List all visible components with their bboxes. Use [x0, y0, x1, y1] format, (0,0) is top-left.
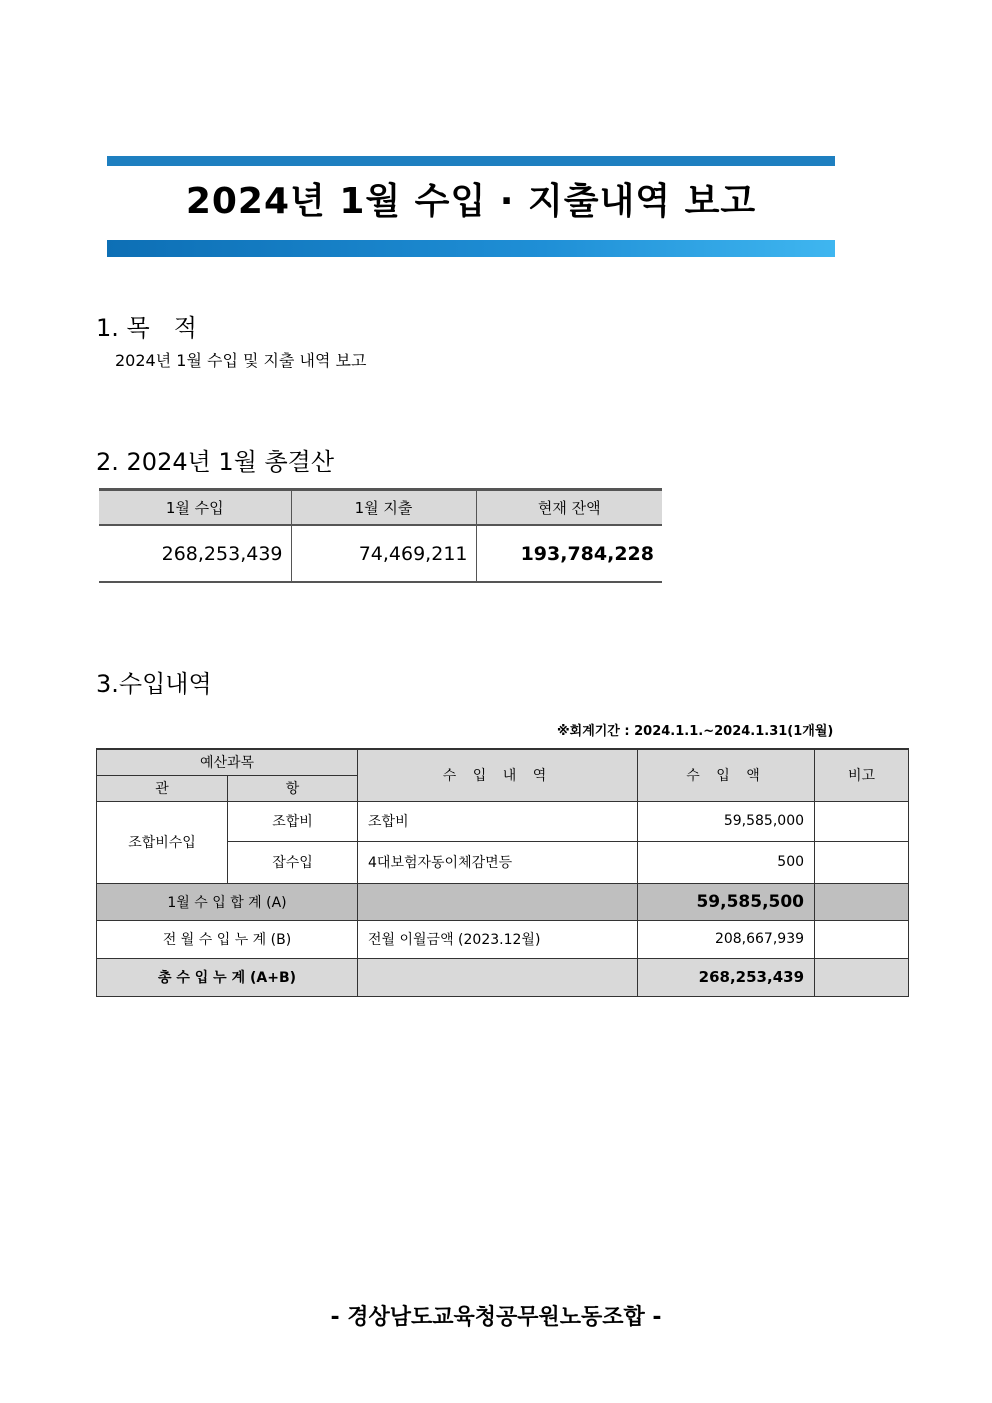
hang-cell: 조합비: [228, 801, 358, 841]
accounting-period: ※회계기간 : 2024.1.1.~2024.1.31(1개월): [557, 724, 834, 739]
title-bottom-bar: [107, 240, 835, 257]
summary-header-income: 1월 수입: [99, 490, 291, 526]
header-hang: 항: [228, 775, 358, 801]
monthly-total-label: 1월 수 입 합 계 (A): [97, 883, 358, 920]
section-2-heading: 2. 2024년 1월 총결산: [96, 448, 335, 476]
detail-cell: 4대보험자동이체감면등: [358, 841, 638, 883]
previous-total-detail: 전월 이월금액 (2023.12월): [358, 920, 638, 958]
summary-header-balance: 현재 잔액: [476, 490, 662, 526]
summary-expense-value: 74,469,211: [291, 525, 476, 582]
section-1-heading: 1. 목 적: [96, 314, 197, 342]
section-1-body: 2024년 1월 수입 및 지출 내역 보고: [115, 351, 367, 370]
gwan-cell: 조합비수입: [97, 801, 228, 883]
income-table: [96, 748, 909, 997]
previous-total-amount: 208,667,939: [638, 920, 815, 958]
previous-total-note: [815, 920, 909, 958]
header-gwan: 관: [97, 775, 228, 801]
monthly-total-amount: 59,585,500: [638, 883, 815, 920]
amount-cell: 500: [638, 841, 815, 883]
detail-cell: 조합비: [358, 801, 638, 841]
note-cell: [815, 841, 909, 883]
cumulative-total-amount: 268,253,439: [638, 958, 815, 996]
cumulative-total-row: [97, 958, 909, 996]
header-income-amount: 수 입 액: [638, 749, 815, 801]
organization-footer: - 경상남도교육청공무원노동조합 -: [330, 1305, 662, 1330]
monthly-total-detail: [358, 883, 638, 920]
previous-total-label: 전 월 수 입 누 계 (B): [97, 920, 358, 958]
previous-total-row: [97, 920, 909, 958]
note-cell: [815, 801, 909, 841]
summary-table: [99, 488, 662, 583]
header-note: 비고: [815, 749, 909, 801]
header-income-detail: 수 입 내 역: [358, 749, 638, 801]
summary-income-value: 268,253,439: [99, 525, 291, 582]
hang-cell: 잡수입: [228, 841, 358, 883]
section-3-heading: 3.수입내역: [96, 670, 212, 698]
cumulative-total-note: [815, 958, 909, 996]
title-top-bar: [107, 156, 835, 166]
summary-balance-value: 193,784,228: [476, 525, 662, 582]
table-row: [97, 801, 909, 841]
header-budget-item: 예산과목: [97, 749, 358, 775]
monthly-total-note: [815, 883, 909, 920]
document-title: 2024년 1월 수입 · 지출내역 보고: [185, 181, 757, 222]
summary-header-expense: 1월 지출: [291, 490, 476, 526]
monthly-total-row: [97, 883, 909, 920]
amount-cell: 59,585,000: [638, 801, 815, 841]
cumulative-total-detail: [358, 958, 638, 996]
cumulative-total-label: 총 수 입 누 계 (A+B): [97, 958, 358, 996]
